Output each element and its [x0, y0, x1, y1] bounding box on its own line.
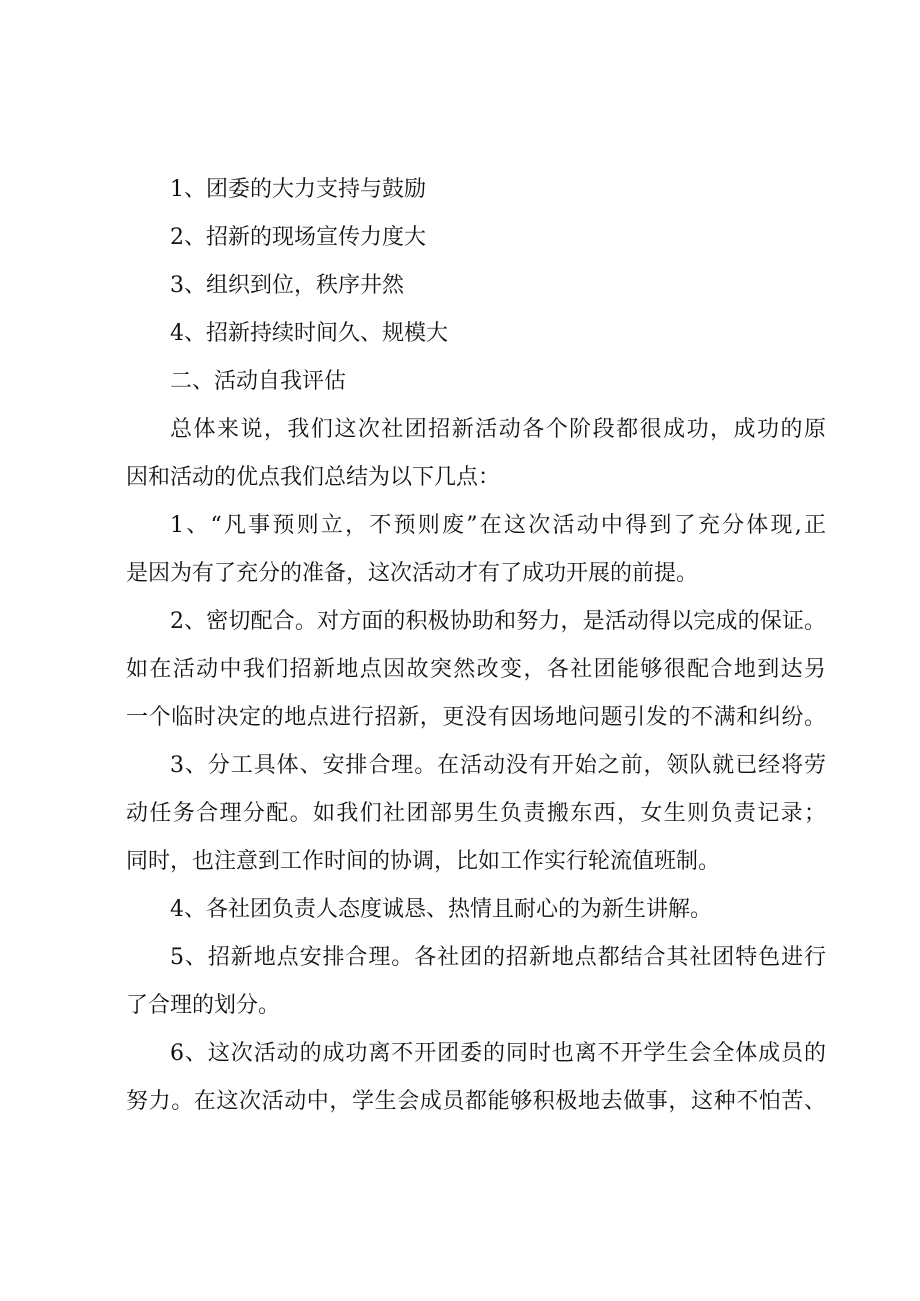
point-1-line: 是因为有了充分的准备，这次活动才有了成功开展的前提。 [126, 561, 699, 586]
point-6-line: 6、这次活动的成功离不开团委的同时也离不开学生会全体成员的 [170, 1041, 826, 1066]
point-5-line: 了合理的划分。 [126, 993, 281, 1018]
document-body [126, 166, 826, 1126]
point-2-line: 2、密切配合。对方面的积极协助和努力，是活动得以完成的保证。 [170, 609, 826, 634]
list-item-support: 1、团委的大力支持与鼓励 [170, 177, 426, 202]
paragraph-summary-line: 因和活动的优点我们总结为以下几点： [126, 465, 501, 490]
point-2-line: 一个临时决定的地点进行招新，更没有因场地问题引发的不满和纠纷。 [126, 705, 826, 730]
point-5-line: 5、招新地点安排合理。各社团的招新地点都结合其社团特色进行 [170, 945, 826, 970]
point-2-line: 如在活动中我们招新地点因故突然改变，各社团能够很配合地到达另 [126, 657, 826, 682]
section-heading-self-evaluation: 二、活动自我评估 [170, 369, 347, 394]
point-1-line: 1、“凡事预则立，不预则废”在这次活动中得到了充分体现,正 [170, 513, 826, 538]
point-3-line: 动任务合理分配。如我们社团部男生负责搬东西，女生则负责记录； [126, 801, 826, 826]
point-3-line: 3、分工具体、安排合理。在活动没有开始之前，领队就已经将劳 [170, 753, 826, 778]
list-item-organization: 3、组织到位，秩序井然 [170, 273, 404, 298]
point-4-line: 4、各社团负责人态度诚恳、热情且耐心的为新生讲解。 [170, 897, 712, 922]
point-3-line: 同时，也注意到工作时间的协调，比如工作实行轮流值班制。 [126, 849, 721, 874]
list-item-publicity: 2、招新的现场宣传力度大 [170, 225, 426, 250]
list-item-duration: 4、招新持续时间久、规模大 [170, 321, 448, 346]
point-6-line: 努力。在这次活动中，学生会成员都能够积极地去做事，这种不怕苦、 [126, 1089, 826, 1114]
paragraph-summary-line: 总体来说，我们这次社团招新活动各个阶段都很成功，成功的原 [170, 417, 826, 442]
